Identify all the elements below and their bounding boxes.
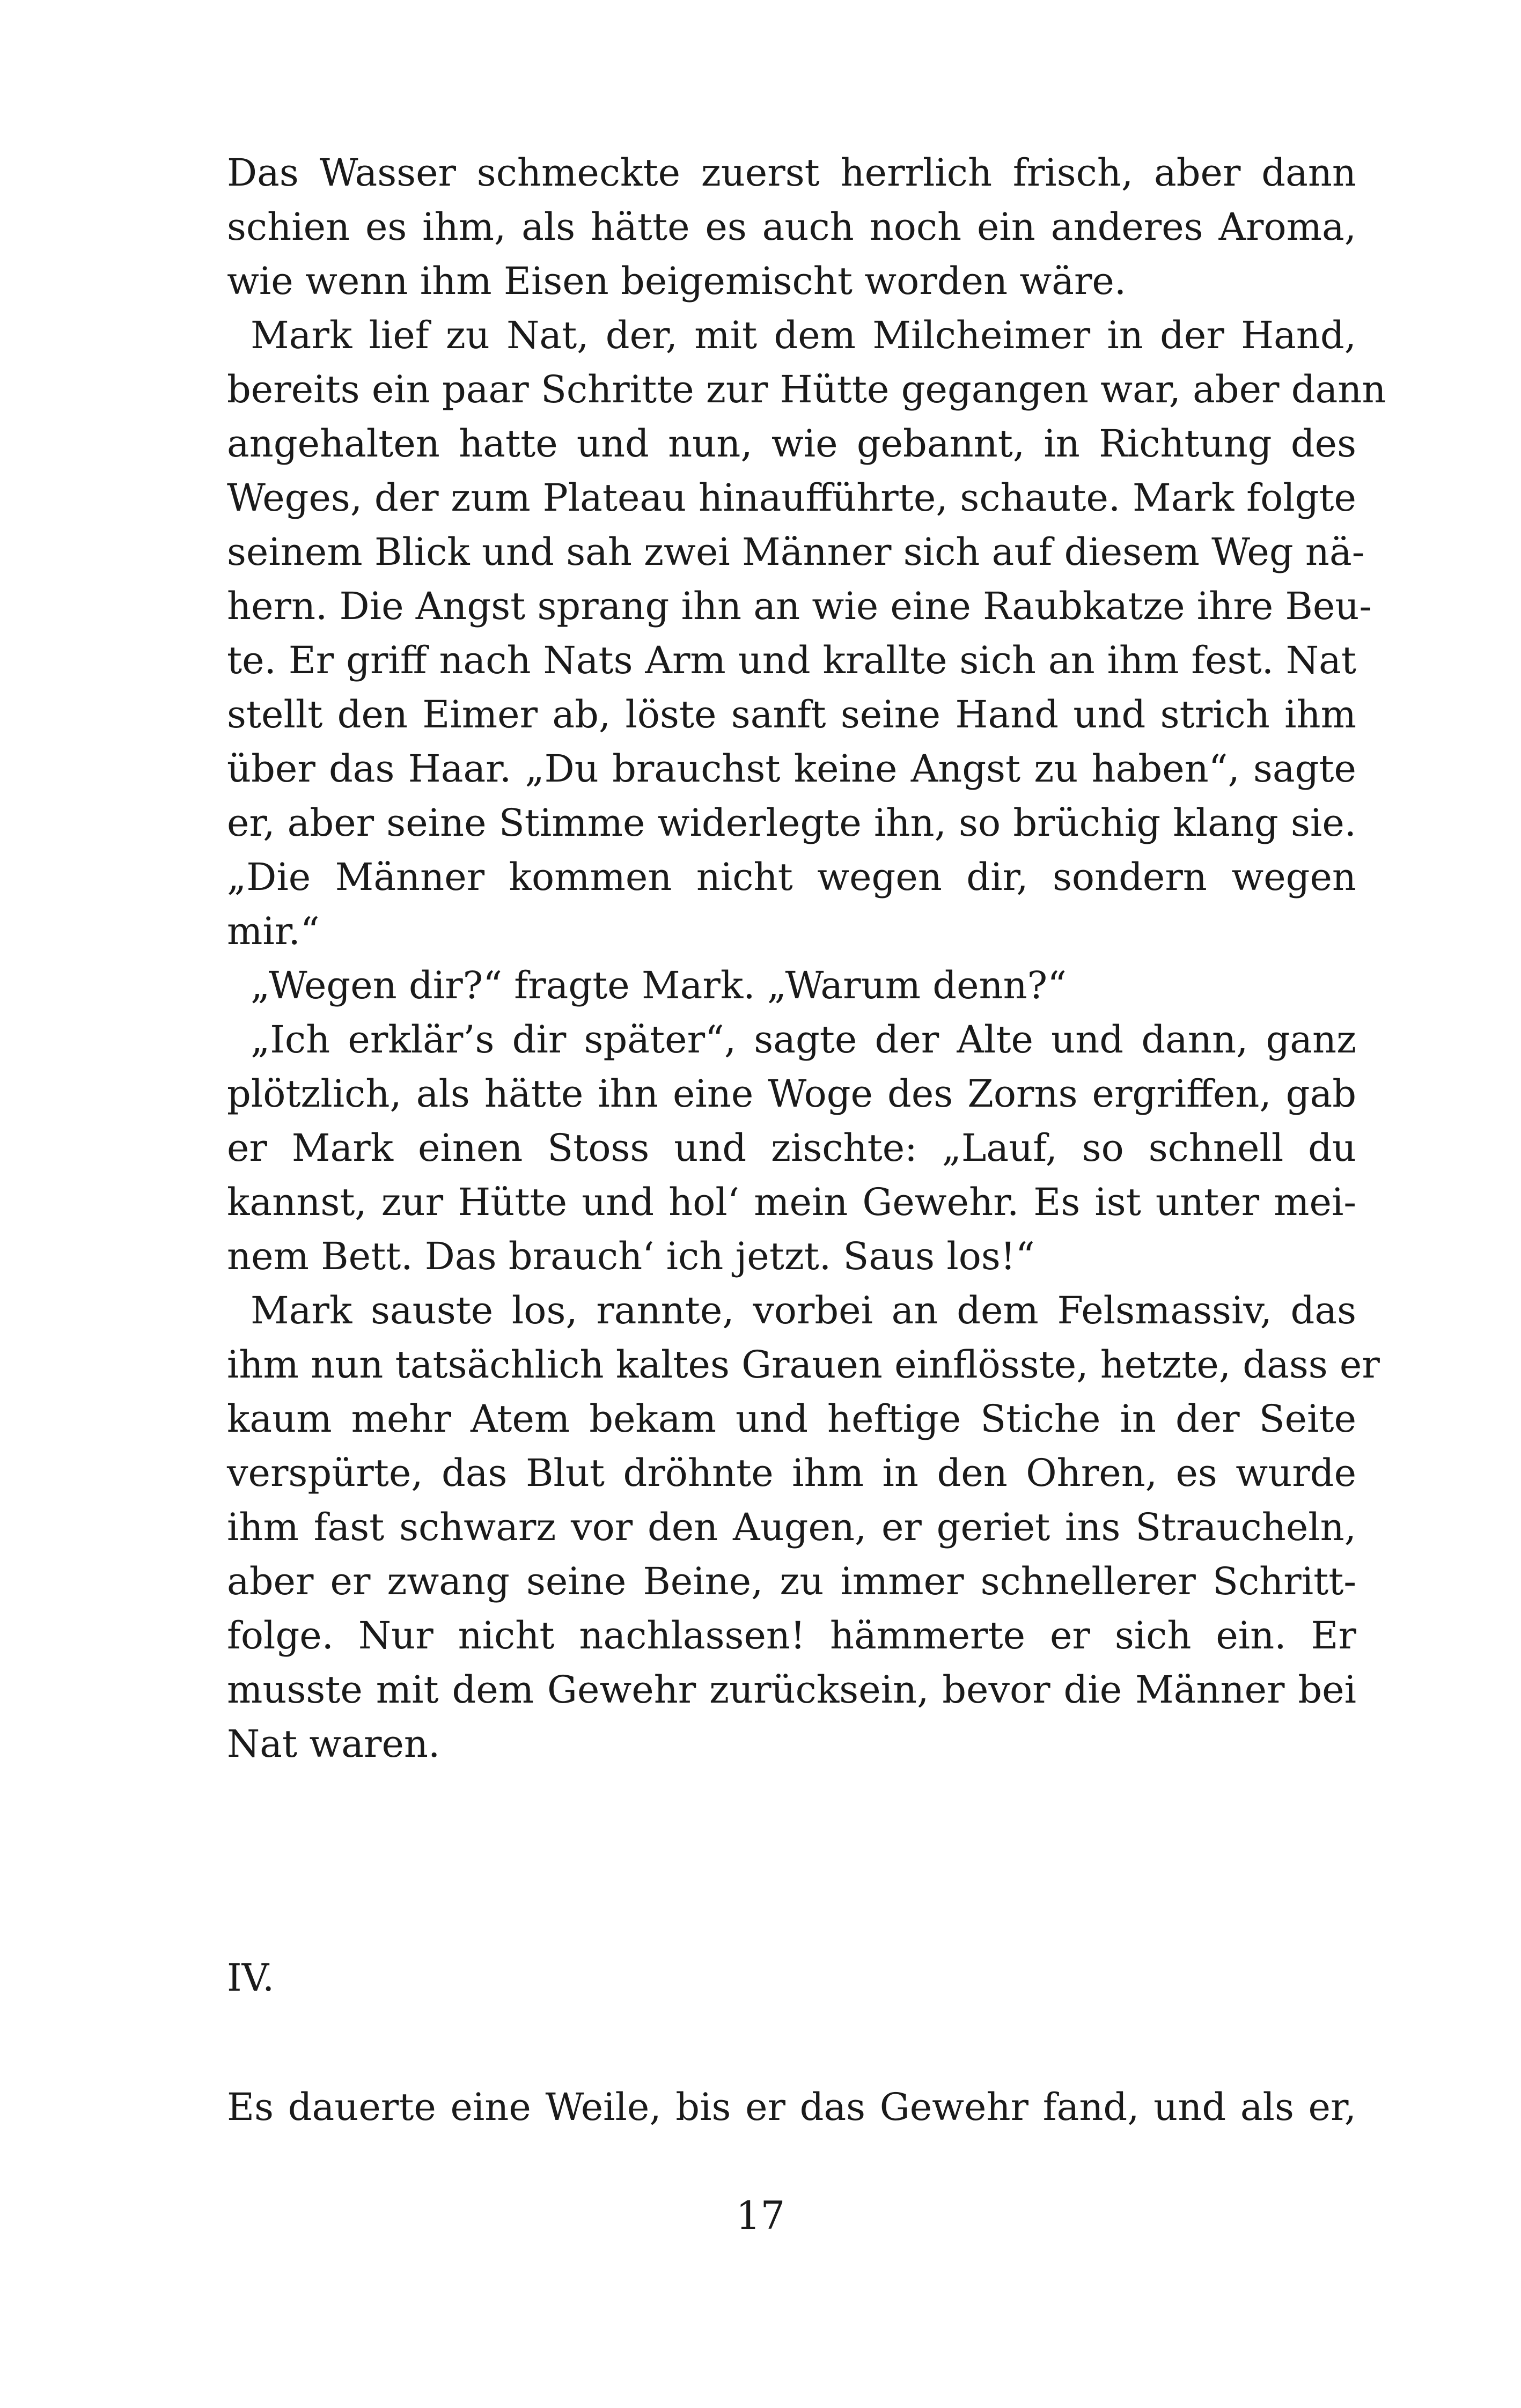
text-line: „Ich erklär’s dir später“, sagte der Alte und dann, ganz xyxy=(251,1018,1356,1062)
text-line: hern. Die Angst sprang ihn an wie eine Raubkatze ihre Beu- xyxy=(227,584,1372,628)
chapter-first-line xyxy=(227,2080,1356,2134)
text-line: aber er zwang seine Beine, zu immer schnellerer Schritt- xyxy=(227,1559,1356,1603)
text-line: wie wenn ihm Eisen beigemischt worden wäre. xyxy=(227,259,1127,303)
text-line: Das Wasser schmeckte zuerst herrlich frisch, aber dann xyxy=(227,151,1356,195)
text-line: Es dauerte eine Weile, bis er das Gewehr fand, und als er, xyxy=(227,2085,1356,2129)
text-line: Mark lief zu Nat, der, mit dem Milcheimer in der Hand, xyxy=(251,313,1356,357)
text-line: mir.“ xyxy=(227,909,320,953)
text-line: Weges, der zum Plateau hinaufführte, schaute. Mark folgte xyxy=(227,476,1356,520)
body-text xyxy=(227,146,1386,1771)
chapter-heading: IV. xyxy=(227,1956,275,2000)
text-line: plötzlich, als hätte ihn eine Woge des Zorns ergriffen, gab xyxy=(227,1072,1356,1116)
text-line: ihm fast schwarz vor den Augen, er geriet ins Straucheln, xyxy=(227,1505,1356,1549)
text-line: nem Bett. Das brauch‘ ich jetzt. Saus los!“ xyxy=(227,1234,1035,1278)
text-line: kaum mehr Atem bekam und heftige Stiche in der Seite xyxy=(227,1397,1356,1441)
text-line: „Die Männer kommen nicht wegen dir, sondern wegen xyxy=(227,855,1356,899)
text-line: ihm nun tatsächlich kaltes Grauen einflösste, hetzte, dass er xyxy=(227,1343,1380,1387)
text-line: seinem Blick und sah zwei Männer sich auf diesem Weg nä- xyxy=(227,530,1365,574)
text-line: stellt den Eimer ab, löste sanft seine Hand und strich ihm xyxy=(227,693,1356,737)
text-line: er Mark einen Stoss und zischte: „Lauf, so schnell du xyxy=(227,1126,1356,1170)
text-line: verspürte, das Blut dröhnte ihm in den Ohren, es wurde xyxy=(227,1451,1356,1495)
text-line: kannst, zur Hütte und hol‘ mein Gewehr. Es ist unter mei- xyxy=(227,1180,1356,1224)
text-line: er, aber seine Stimme widerlegte ihn, so brüchig klang sie. xyxy=(227,801,1356,845)
text-line: Mark sauste los, rannte, vorbei an dem Felsmassiv, das xyxy=(251,1288,1356,1332)
text-line: Nat waren. xyxy=(227,1722,440,1766)
text-line: bereits ein paar Schritte zur Hütte gegangen war, aber dann xyxy=(227,367,1386,411)
text-line: über das Haar. „Du brauchst keine Angst zu haben“, sagte xyxy=(227,747,1356,791)
text-line: folge. Nur nicht nachlassen! hämmerte er sich ein. Er xyxy=(227,1614,1356,1658)
text-line: te. Er griff nach Nats Arm und krallte sich an ihm fest. Nat xyxy=(227,638,1356,682)
text-line: musste mit dem Gewehr zurücksein, bevor die Männer bei xyxy=(227,1668,1356,1712)
text-line: angehalten hatte und nun, wie gebannt, in Richtung des xyxy=(227,422,1356,466)
text-line: schien es ihm, als hätte es auch noch ein anderes Aroma, xyxy=(227,205,1356,249)
text-line: „Wegen dir?“ fragte Mark. „Warum denn?“ xyxy=(251,963,1067,1007)
page-number: 17 xyxy=(736,2193,785,2238)
